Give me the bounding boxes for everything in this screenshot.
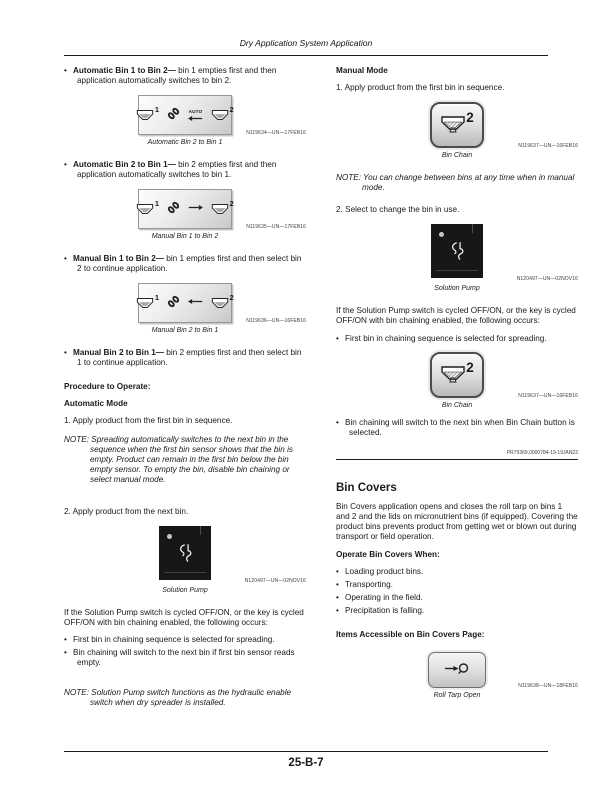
figure-ref-number: N119637—UN—16FEB16 [518, 143, 578, 149]
bin-number-label: 2 [466, 110, 474, 125]
pump-cycle-paragraph: If the Solution Pump switch is cycled OFF/ON, or the key is cycled OFF/ON with bin chaining enabled, the following occurs: [336, 306, 576, 325]
bullet-marker: • [64, 348, 67, 357]
bullet-marker: • [336, 418, 339, 427]
bin-chain-strip-image [138, 189, 232, 229]
bin-chain-button-image [430, 352, 484, 398]
bin-number-label: 1 [154, 293, 159, 302]
pump-bullet-switch-next [64, 648, 306, 668]
bin-covers-bullet-field [336, 593, 578, 603]
chain-link-icon [167, 107, 180, 123]
figure-manual-bin-1-to-2 [64, 189, 306, 241]
bin-2-hatched-icon [440, 113, 466, 138]
bin-number-label: 2 [229, 199, 234, 208]
bullet-text: Precipitation is falling. [345, 606, 425, 615]
bin-2-icon [211, 199, 234, 216]
bullet-bold-lead: Manual Bin 1 to Bin 2— [73, 254, 164, 263]
figure-caption: Automatic Bin 2 to Bin 1 [147, 139, 223, 146]
bullet-text: Operating in the field. [345, 593, 423, 602]
pump-bullet-bin-chain [336, 418, 578, 438]
figure-solution-pump-right [336, 224, 578, 293]
note-automatic-switching: NOTE: Spreading automatically switches to the next bin in the sequence when the first bin sensor shows that the bin is empty. Product can remain in the first bin below the bin empty sensor. To empty the bin, disable bin chaining or select manual mode. [64, 435, 293, 484]
bullet-automatic-bin-1-to-2 [64, 66, 306, 86]
figure-caption: Bin Chain [441, 402, 473, 409]
bullet-marker: • [64, 66, 67, 75]
bin-covers-heading: Bin Covers [336, 482, 397, 494]
bin-1-icon [136, 105, 159, 122]
bullet-marker: • [64, 254, 67, 263]
bullet-text: First bin in chaining sequence is selected for spreading. [345, 334, 547, 343]
bin-number-label: 2 [229, 293, 234, 302]
figure-solution-pump [64, 526, 306, 595]
figure-ref-number: N119635—UN—17FEB16 [246, 224, 306, 230]
roll-tarp-open-icon [443, 661, 471, 680]
pump-cycle-paragraph: If the Solution Pump switch is cycled OFF/ON, or the key is cycled OFF/ON with bin chaining enabled, the following occurs: [64, 608, 304, 627]
figure-roll-tarp-open [336, 652, 578, 700]
right-arrow-icon [188, 204, 203, 214]
bullet-text: bin 2 empties first and then application automatically switches to bin 1. [77, 160, 277, 179]
key-led-dot [439, 232, 444, 237]
bullet-marker: • [336, 606, 339, 615]
bin-2-icon [211, 105, 234, 122]
figure-bin-chain-1 [336, 102, 578, 160]
key-led-dot [167, 534, 172, 539]
figure-caption: Manual Bin 2 to Bin 1 [151, 327, 219, 334]
bin-number-label: 2 [466, 360, 474, 375]
chain-link-icon [167, 201, 180, 217]
roll-tarp-open-button-image [428, 652, 486, 688]
solution-pump-key-image [431, 224, 483, 278]
pump-bullet-first-bin [336, 334, 578, 344]
pump-bullet-first-bin [64, 635, 306, 645]
manual-step-1: 1. Apply product from the first bin in sequence. [336, 83, 505, 92]
items-accessible-heading: Items Accessible on Bin Covers Page: [336, 630, 485, 639]
bullet-text: First bin in chaining sequence is selected for spreading. [73, 635, 275, 644]
bin-2-hatched-icon [440, 363, 466, 388]
bin-1-icon [136, 199, 159, 216]
page-header-title: Dry Application System Application [239, 38, 373, 48]
bullet-marker: • [336, 567, 339, 576]
bullet-marker: • [64, 648, 67, 657]
left-column [64, 66, 306, 718]
figure-caption: Manual Bin 1 to Bin 2 [151, 233, 219, 240]
left-arrow-icon [188, 298, 203, 308]
figure-automatic-bin-2-to-1 [64, 95, 306, 147]
automatic-mode-heading: Automatic Mode [64, 399, 128, 408]
bin-number-label: 1 [154, 199, 159, 208]
bin-chain-button-image [430, 102, 484, 148]
bin-2-icon [211, 293, 234, 310]
figure-caption: Solution Pump [162, 587, 208, 594]
bin-number-label: 2 [229, 105, 234, 114]
figure-ref-number: N120497—UN—02NOV16 [516, 276, 578, 282]
solution-pump-icon [448, 240, 468, 265]
bullet-marker: • [336, 593, 339, 602]
bin-covers-bullet-loading [336, 567, 578, 577]
bullet-automatic-bin-2-to-1 [64, 160, 306, 180]
auto-left-arrow-icon [188, 109, 203, 122]
bin-number-label: 1 [154, 105, 159, 114]
bullet-text: bin 1 empties first and then application automatically switches to bin 2. [77, 66, 277, 85]
bin-covers-intro: Bin Covers application opens and closes the roll tarp on bins 1 and 2 and the lids on micronutrient bins (if equipped). Covering the product bins prevents product from getting wet or blown out during transport or field operation. [336, 502, 578, 541]
figure-manual-bin-2-to-1 [64, 283, 306, 335]
section-divider-rule [336, 459, 578, 460]
bin-1-icon [136, 293, 159, 310]
header-rule [64, 55, 548, 56]
figure-bin-chain-2 [336, 352, 578, 410]
bullet-text: Loading product bins. [345, 567, 424, 576]
chain-link-icon [167, 295, 180, 311]
figure-caption: Roll Tarp Open [433, 692, 481, 699]
bullet-marker: • [64, 635, 67, 644]
bullet-text: bin 1 empties first and then select bin 2 to continue application. [77, 254, 302, 273]
note-hydraulic-enable: NOTE: Solution Pump switch functions as the hydraulic enable switch when dry spreader is installed. [64, 688, 292, 707]
solution-pump-key-image [159, 526, 211, 580]
bullet-bold-lead: Manual Bin 2 to Bin 1— [73, 348, 164, 357]
bin-covers-bullet-precipitation [336, 606, 578, 616]
figure-caption: Bin Chain [441, 152, 473, 159]
bullet-text: bin 2 empties first and then select bin 1 to continue application. [77, 348, 302, 367]
right-column [336, 66, 578, 713]
bullet-text: Transporting. [345, 580, 393, 589]
bullet-manual-bin-2-to-1 [64, 348, 306, 368]
figure-ref-number: N119636—UN—16FEB16 [246, 318, 306, 324]
page-number: 25-B-7 [288, 757, 324, 769]
bullet-bold-lead: Automatic Bin 1 to Bin 2— [73, 66, 176, 75]
manual-step-2: 2. Select to change the bin in use. [336, 205, 460, 214]
bin-chain-strip-image [138, 95, 232, 135]
automatic-step-2: 2. Apply product from the next bin. [64, 507, 189, 516]
figure-ref-number: N119637—UN—16FEB16 [518, 393, 578, 399]
auto-label: AUTO [188, 108, 203, 114]
bin-covers-bullet-transporting [336, 580, 578, 590]
document-ref-number: PR79369,0000784-19-19JAN22 [506, 450, 578, 456]
figure-caption: Solution Pump [434, 285, 480, 292]
operate-bin-covers-heading: Operate Bin Covers When: [336, 550, 440, 559]
automatic-step-1: 1. Apply product from the first bin in sequence. [64, 416, 233, 425]
note-manual-mode: NOTE: You can change between bins at any time when in manual mode. [336, 173, 575, 192]
footer-rule [64, 751, 548, 752]
bullet-text: Bin chaining will switch to the next bin if first bin sensor reads empty. [73, 648, 295, 667]
bullet-text: Bin chaining will switch to the next bin when Bin Chain button is selected. [345, 418, 575, 437]
figure-ref-number: N119634—UN—17FEB16 [246, 130, 306, 136]
bullet-marker: • [336, 334, 339, 343]
procedure-to-operate-heading: Procedure to Operate: [64, 382, 151, 391]
bin-chain-strip-image [138, 283, 232, 323]
solution-pump-icon [176, 542, 196, 567]
figure-ref-number: N120497—UN—02NOV16 [244, 578, 306, 584]
bullet-marker: • [336, 580, 339, 589]
figure-ref-number: N119638—UN—18FEB16 [518, 683, 578, 689]
bullet-marker: • [64, 160, 67, 169]
manual-mode-heading: Manual Mode [336, 66, 388, 75]
bullet-bold-lead: Automatic Bin 2 to Bin 1— [73, 160, 176, 169]
bullet-manual-bin-1-to-2 [64, 254, 306, 274]
